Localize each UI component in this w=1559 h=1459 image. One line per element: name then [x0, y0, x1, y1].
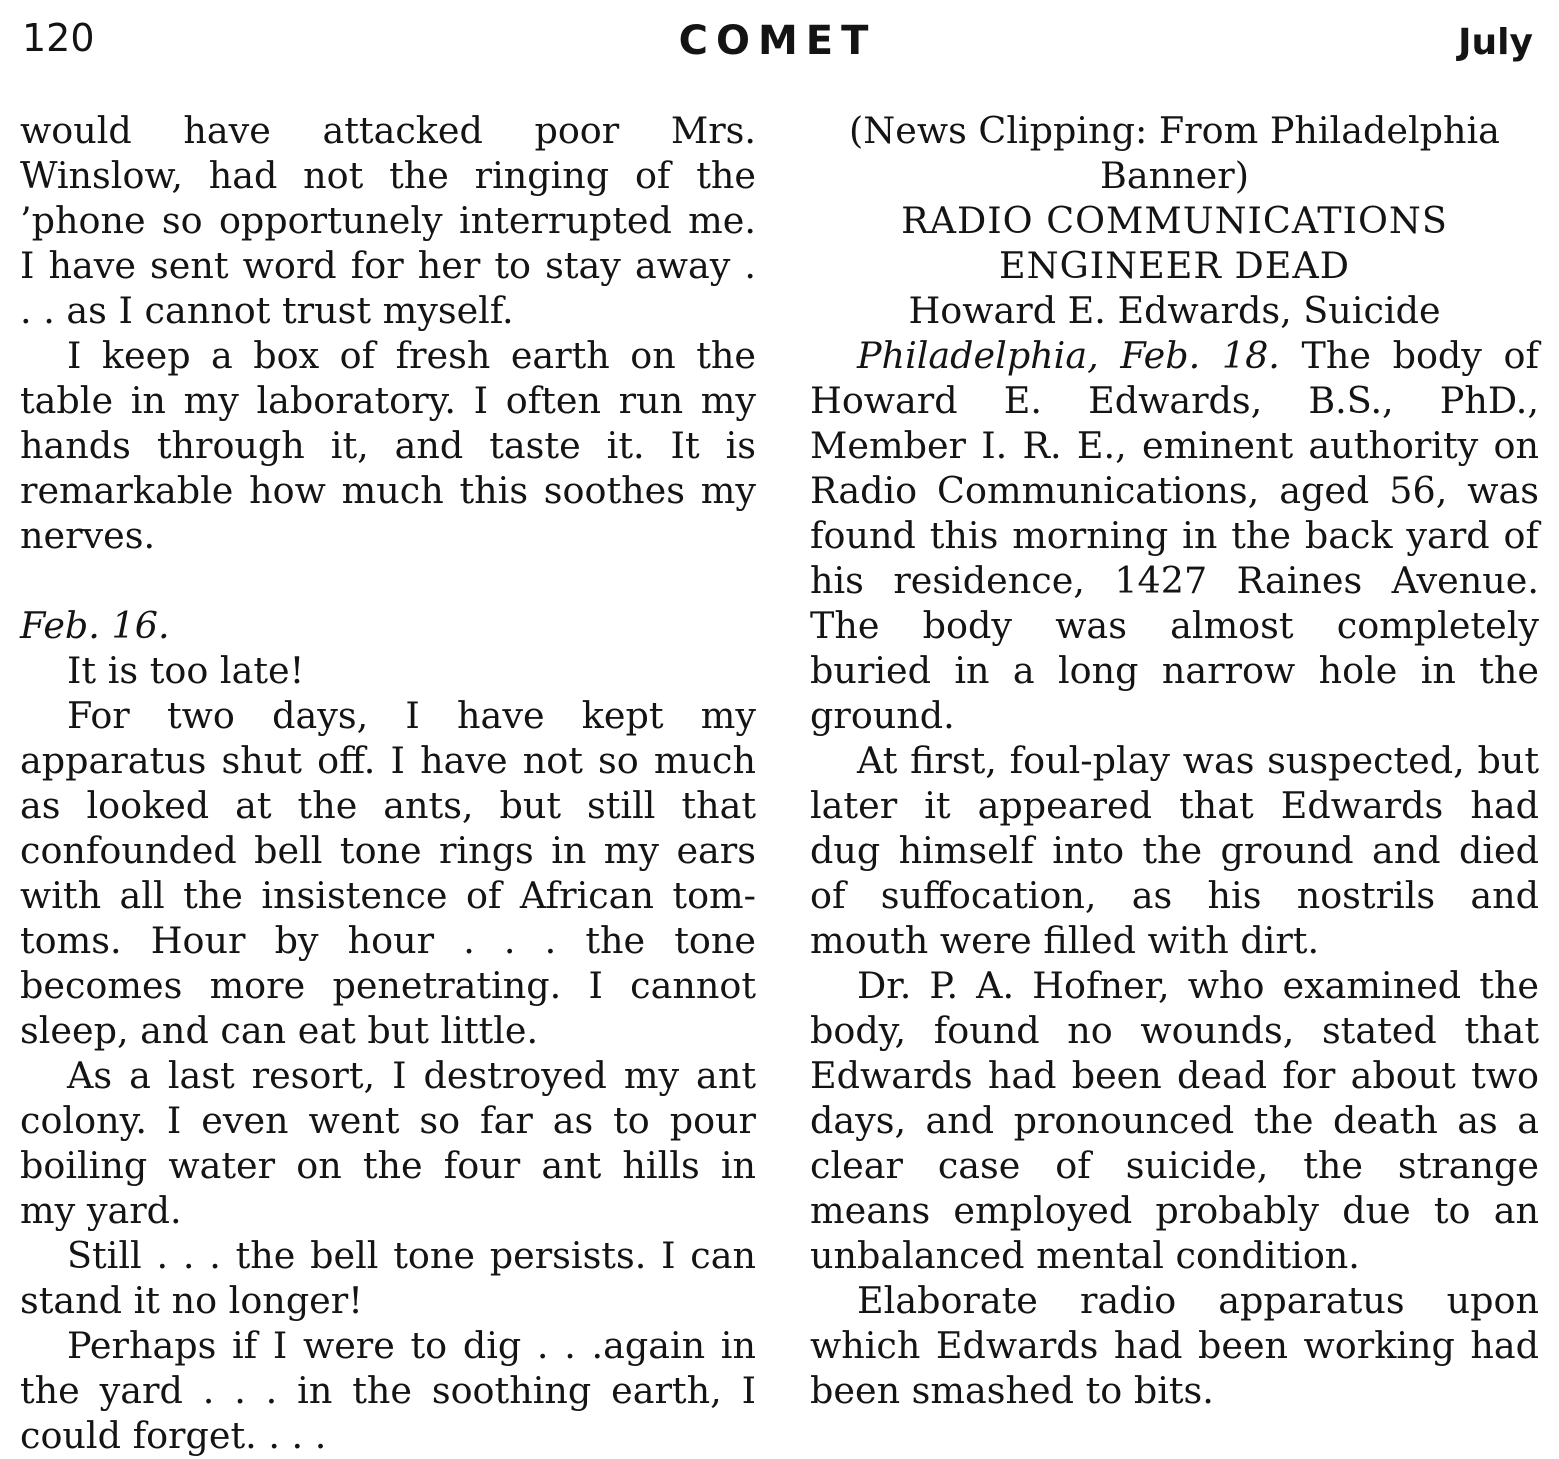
issue-month: July	[1458, 22, 1533, 63]
news-paragraph-1-text: The body of Howard E. Edwards, B.S., PhD., Member I. R. E., eminent authority on Radio Communications, aged 56, was found this morning in the back yard of his residence, 1427 Raines Avenue. The body was almost completely buried in a long narrow hole in the ground.	[810, 334, 1540, 737]
diary-paragraph-3: It is too late!	[67, 649, 305, 692]
news-headline-line-2: ENGINEER DEAD	[999, 244, 1350, 287]
diary-paragraph-4: For two days, I have kept my apparatus shut off. I have not so much as looked at the ants, but still that confounded bell tone rings in my ears with all the insistence of African tom-toms. Hour by hour . . . the tone becomes more penetrating. I cannot sleep, and can eat but little.	[20, 694, 756, 1052]
diary-date-heading: Feb. 16.	[20, 604, 170, 647]
news-paragraph-1	[810, 333, 1539, 738]
news-dateline: Philadelphia, Feb. 18.	[857, 334, 1280, 377]
news-paragraph-3: Dr. P. A. Hofner, who examined the body, found no wounds, stated that Edwards had been dead for about two days, and pronounced the death as a clear case of suicide, the strange means employed probably due to an unbalanced mental condition.	[810, 964, 1539, 1277]
news-headline-line-1: RADIO COMMUNICATIONS	[901, 199, 1448, 242]
diary-paragraph-7: Perhaps if I were to dig . . .again in the yard . . . in the soothing earth, I could forget. . . .	[20, 1324, 756, 1457]
diary-paragraph-5: As a last resort, I destroyed my ant colony. I even went so far as to pour boiling water on the four ant hills in my yard.	[20, 1054, 756, 1232]
left-column	[20, 108, 756, 1458]
news-subheadline: Howard E. Edwards, Suicide	[908, 289, 1441, 332]
magazine-title: COMET	[678, 18, 877, 64]
diary-paragraph-1: would have attacked poor Mrs. Winslow, had not the ringing of the ’phone so opportunely interrupted me. I have sent word for her to stay away . . . as I cannot trust myself.	[20, 109, 756, 332]
news-paragraph-2: At first, foul-play was suspected, but later it appeared that Edwards had dug himself into the ground and died of suffocation, as his nostrils and mouth were filled with dirt.	[810, 739, 1539, 962]
page-number: 120	[22, 16, 95, 60]
clipping-source-line-1: (News Clipping: From Philadelphia	[849, 109, 1500, 152]
diary-paragraph-6: Still . . . the bell tone persists. I can stand it no longer!	[20, 1234, 756, 1322]
page-header	[22, 12, 1533, 72]
news-paragraph-4: Elaborate radio apparatus upon which Edwards had been working had been smashed to bits.	[810, 1279, 1539, 1412]
right-column	[810, 108, 1539, 1413]
clipping-source-line-2: Banner)	[1100, 154, 1249, 197]
diary-paragraph-2: I keep a box of fresh earth on the table in my laboratory. I often run my hands through it, and taste it. It is remarkable how much this soothes my nerves.	[20, 334, 756, 557]
